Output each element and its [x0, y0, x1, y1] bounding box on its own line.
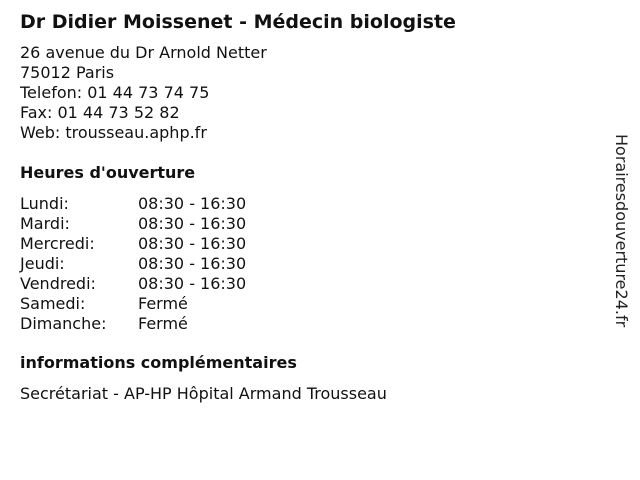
- time-value: 08:30 - 16:30: [138, 274, 247, 293]
- address-city: 75012 Paris: [20, 63, 115, 82]
- address-block: [20, 43, 267, 143]
- day-label: Vendredi:: [20, 274, 96, 293]
- site-brand: Horairesdouverture24.fr: [612, 134, 631, 328]
- day-label: Lundi:: [20, 194, 69, 213]
- info-heading: informations complémentaires: [20, 353, 297, 372]
- day-label: Samedi:: [20, 294, 86, 313]
- time-value: 08:30 - 16:30: [138, 194, 247, 213]
- hours-row-tuesday: [20, 214, 246, 234]
- hours-heading: Heures d'ouverture: [20, 163, 196, 182]
- time-value: Fermé: [138, 314, 188, 333]
- hours-row-sunday: [20, 314, 246, 334]
- phone-number: Telefon: 01 44 73 74 75: [20, 83, 210, 102]
- info-text: Secrétariat - AP-HP Hôpital Armand Trousseau: [20, 384, 387, 403]
- day-label: Jeudi:: [20, 254, 65, 273]
- time-value: 08:30 - 16:30: [138, 234, 247, 253]
- time-value: 08:30 - 16:30: [138, 214, 247, 233]
- day-label: Mercredi:: [20, 234, 95, 253]
- address-street: 26 avenue du Dr Arnold Netter: [20, 43, 267, 62]
- time-value: Fermé: [138, 294, 188, 313]
- fax-number: Fax: 01 44 73 52 82: [20, 103, 180, 122]
- day-label: Mardi:: [20, 214, 70, 233]
- time-value: 08:30 - 16:30: [138, 254, 247, 273]
- day-label: Dimanche:: [20, 314, 107, 333]
- hours-row-monday: [20, 194, 246, 214]
- hours-table: [20, 194, 246, 334]
- hours-row-saturday: [20, 294, 246, 314]
- hours-row-thursday: [20, 254, 246, 274]
- website: Web: trousseau.aphp.fr: [20, 123, 207, 142]
- hours-row-wednesday: [20, 234, 246, 254]
- hours-row-friday: [20, 274, 246, 294]
- page-title: Dr Didier Moissenet - Médecin biologiste: [20, 11, 456, 33]
